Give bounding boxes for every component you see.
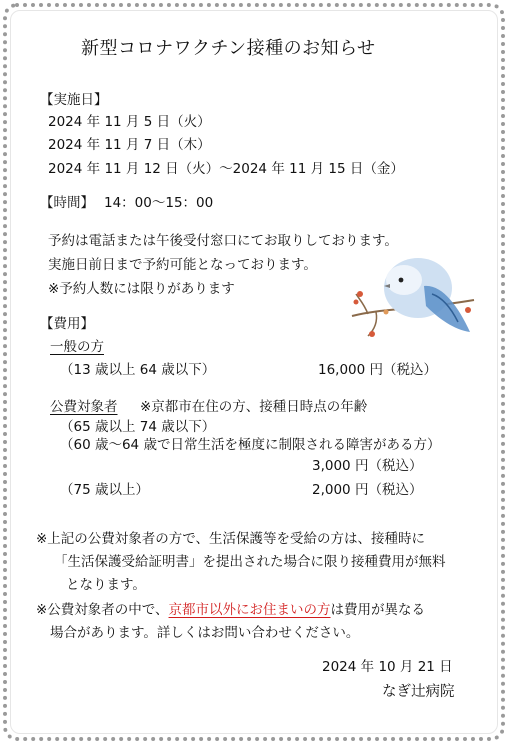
general-label: 一般の方	[50, 339, 104, 355]
footer-date: 2024 年 10 月 21 日	[322, 659, 453, 675]
fee-heading: 【費用】	[40, 316, 94, 332]
hospital-name: なぎ辻病院	[382, 684, 455, 700]
outside-note-prefix: ※公費対象者の中で、	[36, 602, 169, 618]
outside-note	[36, 601, 425, 619]
date-item: 2024 年 11 月 12 日（火）～2024 年 11 月 15 日（金）	[48, 161, 404, 177]
public-label: 公費対象者	[50, 399, 118, 415]
bird-illustration	[346, 250, 478, 350]
date-item: 2024 年 11 月 7 日（木）	[48, 137, 211, 153]
public-price-2: 2,000 円（税込）	[312, 482, 423, 498]
reservation-note: ※予約人数には限りがあります	[48, 281, 235, 297]
outside-note-line-2: 場合があります。詳しくはお問い合わせください。	[50, 625, 360, 641]
reservation-line: 実施日前日まで予約可能となっております。	[48, 257, 317, 273]
outside-note-highlight: 京都市以外にお住まいの方	[168, 602, 331, 618]
page-title: 新型コロナワクチン接種のお知らせ	[81, 38, 376, 59]
welfare-note-line: ※上記の公費対象者の方で、生活保護等を受給の方は、接種時に	[36, 531, 426, 547]
time-heading: 【時間】	[40, 195, 94, 211]
public-age-2: （60 歳～64 歳で日常生活を極度に制限される障害がある方）	[60, 437, 441, 453]
date-item: 2024 年 11 月 5 日（火）	[48, 114, 211, 130]
public-age-1: （65 歳以上 74 歳以下）	[60, 419, 216, 435]
general-price: 16,000 円（税込）	[318, 362, 438, 378]
welfare-note-line: となります。	[66, 577, 146, 593]
reservation-line: 予約は電話または午後受付窓口にてお取りしております。	[48, 233, 398, 249]
welfare-note-line: 「生活保護受給証明書」を提出された場合に限り接種費用が無料	[54, 554, 446, 570]
outside-note-suffix: は費用が異なる	[330, 602, 426, 618]
public-price-1: 3,000 円（税込）	[312, 458, 423, 474]
time-value: 14：00～15：00	[104, 195, 214, 211]
public-note: ※京都市在住の方、接種日時点の年齢	[140, 399, 368, 415]
dates-heading: 【実施日】	[40, 92, 108, 108]
public-age-3: （75 歳以上）	[60, 482, 149, 498]
general-age: （13 歳以上 64 歳以下）	[60, 362, 216, 378]
